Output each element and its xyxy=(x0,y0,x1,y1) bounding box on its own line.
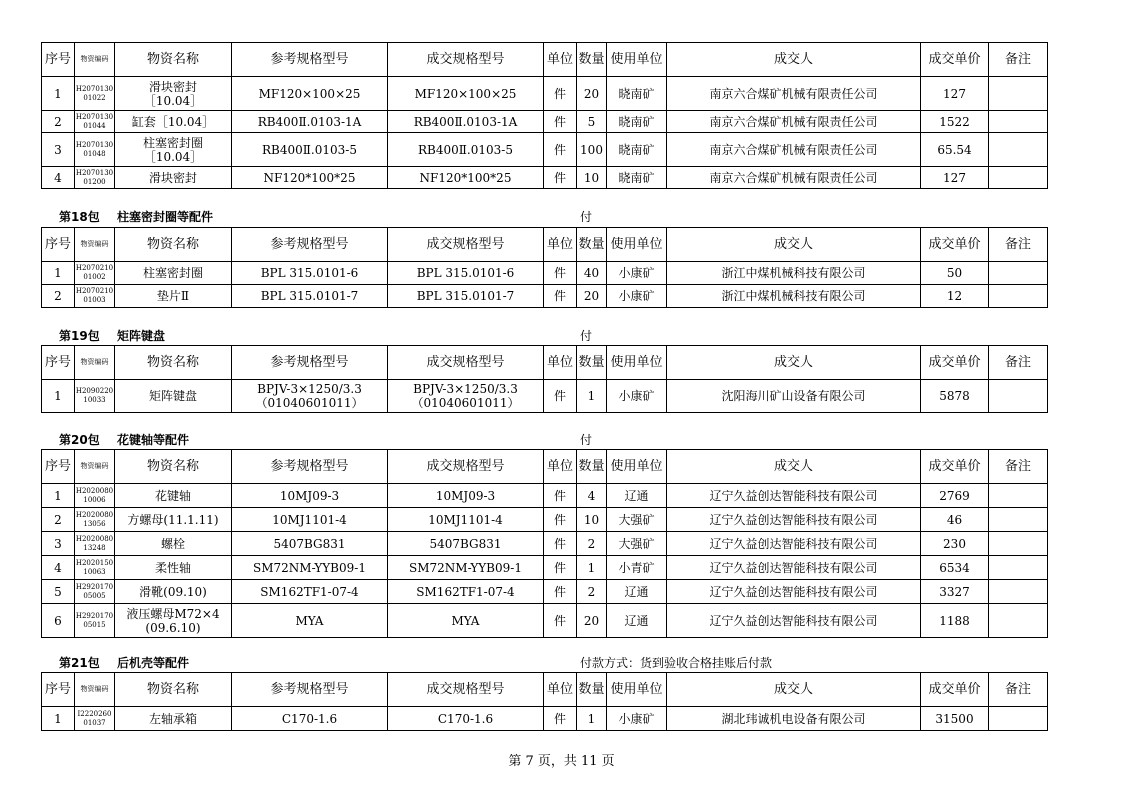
qty-cell: 1 xyxy=(577,556,607,580)
code-cell: H2920170 05005 xyxy=(75,580,115,604)
seq-cell: 1 xyxy=(42,77,75,111)
table-row xyxy=(42,167,1048,189)
header-deal-spec: 成交规格型号 xyxy=(388,228,544,262)
package-number: 第21包 xyxy=(59,656,100,670)
remark-cell xyxy=(989,508,1048,532)
header-price: 成交单价 xyxy=(921,346,989,380)
package-name: 后机壳等配件 xyxy=(117,656,190,670)
qty-cell: 1 xyxy=(577,380,607,413)
code-cell: H2020080 13248 xyxy=(75,532,115,556)
dealer-cell: 沈阳海川矿山设备有限公司 xyxy=(667,380,921,413)
seq-cell: 2 xyxy=(42,508,75,532)
ref-spec-cell: 10MJ1101-4 xyxy=(232,508,388,532)
user-cell: 晓南矿 xyxy=(607,167,667,189)
code-cell: H2070130 01044 xyxy=(75,111,115,133)
qty-cell: 100 xyxy=(577,133,607,167)
deal-spec-cell: BPJV-3×1250/3.3 （01040601011） xyxy=(388,380,544,413)
unit-cell: 件 xyxy=(544,532,577,556)
seq-cell: 3 xyxy=(42,532,75,556)
code-cell: H2070210 01002 xyxy=(75,262,115,285)
user-cell: 大强矿 xyxy=(607,508,667,532)
unit-cell: 件 xyxy=(544,604,577,638)
price-cell: 3327 xyxy=(921,580,989,604)
code-cell: H2090220 10033 xyxy=(75,380,115,413)
package-label xyxy=(59,433,189,447)
dealer-cell: 南京六合煤矿机械有限责任公司 xyxy=(667,133,921,167)
header-code: 物资编码 xyxy=(75,228,115,262)
table-row xyxy=(42,604,1048,638)
remark-cell xyxy=(989,111,1048,133)
header-price: 成交单价 xyxy=(921,450,989,484)
table-row xyxy=(42,77,1048,111)
header-qty: 数量 xyxy=(577,228,607,262)
remark-cell xyxy=(989,77,1048,111)
header-name: 物资名称 xyxy=(115,346,232,380)
remark-cell xyxy=(989,532,1048,556)
package-table xyxy=(41,449,1047,638)
header-unit: 单位 xyxy=(544,673,577,707)
package-label xyxy=(59,656,189,670)
header-price: 成交单价 xyxy=(921,43,989,77)
seq-cell: 2 xyxy=(42,111,75,133)
deal-spec-cell: 10MJ09-3 xyxy=(388,484,544,508)
name-cell: 花键轴 xyxy=(115,484,232,508)
ref-spec-cell: BPJV-3×1250/3.3 （01040601011） xyxy=(232,380,388,413)
unit-cell: 件 xyxy=(544,580,577,604)
deal-spec-cell: BPL 315.0101-6 xyxy=(388,262,544,285)
header-unit: 单位 xyxy=(544,346,577,380)
table-header-row xyxy=(42,673,1048,707)
header-user: 使用单位 xyxy=(607,346,667,380)
user-cell: 辽通 xyxy=(607,484,667,508)
header-name: 物资名称 xyxy=(115,228,232,262)
ref-spec-cell: 5407BG831 xyxy=(232,532,388,556)
user-cell: 小康矿 xyxy=(607,285,667,308)
header-dealer: 成交人 xyxy=(667,673,921,707)
header-unit: 单位 xyxy=(544,228,577,262)
deal-spec-cell: SM72NM-YYB09-1 xyxy=(388,556,544,580)
header-remark: 备注 xyxy=(989,346,1048,380)
header-remark: 备注 xyxy=(989,450,1048,484)
header-user: 使用单位 xyxy=(607,450,667,484)
name-cell: 左轴承箱 xyxy=(115,707,232,731)
header-unit: 单位 xyxy=(544,450,577,484)
ref-spec-cell: NF120*100*25 xyxy=(232,167,388,189)
header-seq: 序号 xyxy=(42,450,75,484)
header-user: 使用单位 xyxy=(607,673,667,707)
unit-cell: 件 xyxy=(544,556,577,580)
deal-spec-cell: MF120×100×25 xyxy=(388,77,544,111)
header-remark: 备注 xyxy=(989,673,1048,707)
header-dealer: 成交人 xyxy=(667,228,921,262)
payment-terms: 付款方式：货到验收合格挂账后付款 xyxy=(580,656,773,670)
header-qty: 数量 xyxy=(577,673,607,707)
dealer-cell: 辽宁久益创达智能科技有限公司 xyxy=(667,484,921,508)
seq-cell: 3 xyxy=(42,133,75,167)
name-cell: 滑靴(09.10) xyxy=(115,580,232,604)
unit-cell: 件 xyxy=(544,77,577,111)
header-price: 成交单价 xyxy=(921,228,989,262)
table-row xyxy=(42,133,1048,167)
seq-cell: 1 xyxy=(42,707,75,731)
package-number: 第18包 xyxy=(59,210,100,224)
remark-cell xyxy=(989,556,1048,580)
ref-spec-cell: SM72NM-YYB09-1 xyxy=(232,556,388,580)
ref-spec-cell: BPL 315.0101-7 xyxy=(232,285,388,308)
table-row xyxy=(42,484,1048,508)
header-deal-spec: 成交规格型号 xyxy=(388,673,544,707)
package-label xyxy=(59,329,165,343)
qty-cell: 20 xyxy=(577,285,607,308)
table-row xyxy=(42,285,1048,308)
price-cell: 230 xyxy=(921,532,989,556)
header-ref-spec: 参考规格型号 xyxy=(232,673,388,707)
package-name: 矩阵键盘 xyxy=(117,329,166,343)
deal-spec-cell: RB400Ⅱ.0103-5 xyxy=(388,133,544,167)
package-name: 柱塞密封圈等配件 xyxy=(117,210,214,224)
header-code: 物资编码 xyxy=(75,346,115,380)
qty-cell: 20 xyxy=(577,604,607,638)
qty-cell: 2 xyxy=(577,532,607,556)
header-name: 物资名称 xyxy=(115,43,232,77)
package-label xyxy=(59,210,213,224)
package-number: 第19包 xyxy=(59,329,100,343)
seq-cell: 2 xyxy=(42,285,75,308)
ref-spec-cell: 10MJ09-3 xyxy=(232,484,388,508)
payment-terms: 付 xyxy=(580,210,593,224)
remark-cell xyxy=(989,380,1048,413)
ref-spec-cell: BPL 315.0101-6 xyxy=(232,262,388,285)
deal-spec-cell: SM162TF1-07-4 xyxy=(388,580,544,604)
name-cell: 矩阵键盘 xyxy=(115,380,232,413)
user-cell: 晓南矿 xyxy=(607,133,667,167)
user-cell: 晓南矿 xyxy=(607,111,667,133)
package-table xyxy=(41,227,1047,308)
ref-spec-cell: C170-1.6 xyxy=(232,707,388,731)
price-cell: 2769 xyxy=(921,484,989,508)
header-ref-spec: 参考规格型号 xyxy=(232,43,388,77)
header-ref-spec: 参考规格型号 xyxy=(232,450,388,484)
header-deal-spec: 成交规格型号 xyxy=(388,346,544,380)
remark-cell xyxy=(989,484,1048,508)
ref-spec-cell: MF120×100×25 xyxy=(232,77,388,111)
unit-cell: 件 xyxy=(544,380,577,413)
header-remark: 备注 xyxy=(989,228,1048,262)
header-seq: 序号 xyxy=(42,228,75,262)
qty-cell: 4 xyxy=(577,484,607,508)
payment-terms: 付 xyxy=(580,433,593,447)
qty-cell: 10 xyxy=(577,167,607,189)
price-cell: 46 xyxy=(921,508,989,532)
header-dealer: 成交人 xyxy=(667,346,921,380)
package-number: 第20包 xyxy=(59,433,100,447)
unit-cell: 件 xyxy=(544,508,577,532)
qty-cell: 2 xyxy=(577,580,607,604)
unit-cell: 件 xyxy=(544,167,577,189)
name-cell: 螺栓 xyxy=(115,532,232,556)
dealer-cell: 南京六合煤矿机械有限责任公司 xyxy=(667,77,921,111)
package-table xyxy=(41,42,1047,189)
header-unit: 单位 xyxy=(544,43,577,77)
name-cell: 柱塞密封圈 xyxy=(115,262,232,285)
dealer-cell: 南京六合煤矿机械有限责任公司 xyxy=(667,111,921,133)
page-footer: 第 7 页，共 11 页 xyxy=(508,754,615,769)
deal-spec-cell: C170-1.6 xyxy=(388,707,544,731)
user-cell: 辽通 xyxy=(607,580,667,604)
payment-terms: 付 xyxy=(580,329,593,343)
ref-spec-cell: RB400Ⅱ.0103-5 xyxy=(232,133,388,167)
seq-cell: 6 xyxy=(42,604,75,638)
header-qty: 数量 xyxy=(577,450,607,484)
table-header-row xyxy=(42,228,1048,262)
dealer-cell: 湖北玮诚机电设备有限公司 xyxy=(667,707,921,731)
table-row xyxy=(42,111,1048,133)
deal-spec-cell: 10MJ1101-4 xyxy=(388,508,544,532)
table-row xyxy=(42,380,1048,413)
table-row xyxy=(42,707,1048,731)
package-table xyxy=(41,672,1047,731)
code-cell: H2020080 13056 xyxy=(75,508,115,532)
seq-cell: 4 xyxy=(42,167,75,189)
code-cell: H2070130 01022 xyxy=(75,77,115,111)
code-cell: I2220260 01037 xyxy=(75,707,115,731)
table-row xyxy=(42,532,1048,556)
package-table xyxy=(41,345,1047,413)
package-name: 花键轴等配件 xyxy=(117,433,190,447)
header-user: 使用单位 xyxy=(607,43,667,77)
dealer-cell: 浙江中煤机械科技有限公司 xyxy=(667,285,921,308)
dealer-cell: 辽宁久益创达智能科技有限公司 xyxy=(667,556,921,580)
name-cell: 柔性轴 xyxy=(115,556,232,580)
code-cell: H2070130 01200 xyxy=(75,167,115,189)
header-ref-spec: 参考规格型号 xyxy=(232,346,388,380)
price-cell: 12 xyxy=(921,285,989,308)
dealer-cell: 辽宁久益创达智能科技有限公司 xyxy=(667,508,921,532)
name-cell: 缸套［10.04］ xyxy=(115,111,232,133)
deal-spec-cell: BPL 315.0101-7 xyxy=(388,285,544,308)
name-cell: 滑块密封 xyxy=(115,167,232,189)
qty-cell: 40 xyxy=(577,262,607,285)
seq-cell: 1 xyxy=(42,380,75,413)
name-cell: 垫片Ⅱ xyxy=(115,285,232,308)
header-user: 使用单位 xyxy=(607,228,667,262)
unit-cell: 件 xyxy=(544,111,577,133)
header-code: 物资编码 xyxy=(75,450,115,484)
user-cell: 小青矿 xyxy=(607,556,667,580)
name-cell: 滑块密封 ［10.04］ xyxy=(115,77,232,111)
header-dealer: 成交人 xyxy=(667,450,921,484)
unit-cell: 件 xyxy=(544,262,577,285)
remark-cell xyxy=(989,580,1048,604)
ref-spec-cell: MYA xyxy=(232,604,388,638)
dealer-cell: 辽宁久益创达智能科技有限公司 xyxy=(667,580,921,604)
table-row xyxy=(42,580,1048,604)
qty-cell: 20 xyxy=(577,77,607,111)
deal-spec-cell: RB400Ⅱ.0103-1A xyxy=(388,111,544,133)
ref-spec-cell: SM162TF1-07-4 xyxy=(232,580,388,604)
header-deal-spec: 成交规格型号 xyxy=(388,43,544,77)
price-cell: 1522 xyxy=(921,111,989,133)
user-cell: 晓南矿 xyxy=(607,77,667,111)
header-remark: 备注 xyxy=(989,43,1048,77)
header-code: 物资编码 xyxy=(75,673,115,707)
dealer-cell: 辽宁久益创达智能科技有限公司 xyxy=(667,604,921,638)
qty-cell: 5 xyxy=(577,111,607,133)
table-row xyxy=(42,262,1048,285)
deal-spec-cell: 5407BG831 xyxy=(388,532,544,556)
price-cell: 5878 xyxy=(921,380,989,413)
deal-spec-cell: MYA xyxy=(388,604,544,638)
header-seq: 序号 xyxy=(42,346,75,380)
user-cell: 辽通 xyxy=(607,604,667,638)
qty-cell: 1 xyxy=(577,707,607,731)
table-row xyxy=(42,556,1048,580)
remark-cell xyxy=(989,262,1048,285)
deal-spec-cell: NF120*100*25 xyxy=(388,167,544,189)
seq-cell: 4 xyxy=(42,556,75,580)
user-cell: 小康矿 xyxy=(607,380,667,413)
price-cell: 6534 xyxy=(921,556,989,580)
remark-cell xyxy=(989,133,1048,167)
header-price: 成交单价 xyxy=(921,673,989,707)
code-cell: H2020150 10063 xyxy=(75,556,115,580)
header-seq: 序号 xyxy=(42,43,75,77)
user-cell: 小康矿 xyxy=(607,707,667,731)
remark-cell xyxy=(989,707,1048,731)
dealer-cell: 辽宁久益创达智能科技有限公司 xyxy=(667,532,921,556)
header-code: 物资编码 xyxy=(75,43,115,77)
user-cell: 大强矿 xyxy=(607,532,667,556)
remark-cell xyxy=(989,604,1048,638)
remark-cell xyxy=(989,167,1048,189)
header-seq: 序号 xyxy=(42,673,75,707)
name-cell: 方螺母(11.1.11) xyxy=(115,508,232,532)
header-dealer: 成交人 xyxy=(667,43,921,77)
table-header-row xyxy=(42,346,1048,380)
header-deal-spec: 成交规格型号 xyxy=(388,450,544,484)
header-qty: 数量 xyxy=(577,43,607,77)
name-cell: 柱塞密封圈 ［10.04］ xyxy=(115,133,232,167)
unit-cell: 件 xyxy=(544,133,577,167)
table-row xyxy=(42,508,1048,532)
qty-cell: 10 xyxy=(577,508,607,532)
name-cell: 液压螺母M72×4 (09.6.10) xyxy=(115,604,232,638)
unit-cell: 件 xyxy=(544,285,577,308)
seq-cell: 1 xyxy=(42,262,75,285)
price-cell: 65.54 xyxy=(921,133,989,167)
dealer-cell: 南京六合煤矿机械有限责任公司 xyxy=(667,167,921,189)
price-cell: 50 xyxy=(921,262,989,285)
user-cell: 小康矿 xyxy=(607,262,667,285)
price-cell: 1188 xyxy=(921,604,989,638)
table-header-row xyxy=(42,43,1048,77)
header-qty: 数量 xyxy=(577,346,607,380)
price-cell: 127 xyxy=(921,77,989,111)
remark-cell xyxy=(989,285,1048,308)
seq-cell: 1 xyxy=(42,484,75,508)
code-cell: H2070210 01003 xyxy=(75,285,115,308)
unit-cell: 件 xyxy=(544,707,577,731)
header-name: 物资名称 xyxy=(115,450,232,484)
table-header-row xyxy=(42,450,1048,484)
unit-cell: 件 xyxy=(544,484,577,508)
header-name: 物资名称 xyxy=(115,673,232,707)
price-cell: 127 xyxy=(921,167,989,189)
ref-spec-cell: RB400Ⅱ.0103-1A xyxy=(232,111,388,133)
seq-cell: 5 xyxy=(42,580,75,604)
header-ref-spec: 参考规格型号 xyxy=(232,228,388,262)
dealer-cell: 浙江中煤机械科技有限公司 xyxy=(667,262,921,285)
code-cell: H2920170 05015 xyxy=(75,604,115,638)
code-cell: H2020080 10006 xyxy=(75,484,115,508)
code-cell: H2070130 01048 xyxy=(75,133,115,167)
price-cell: 31500 xyxy=(921,707,989,731)
